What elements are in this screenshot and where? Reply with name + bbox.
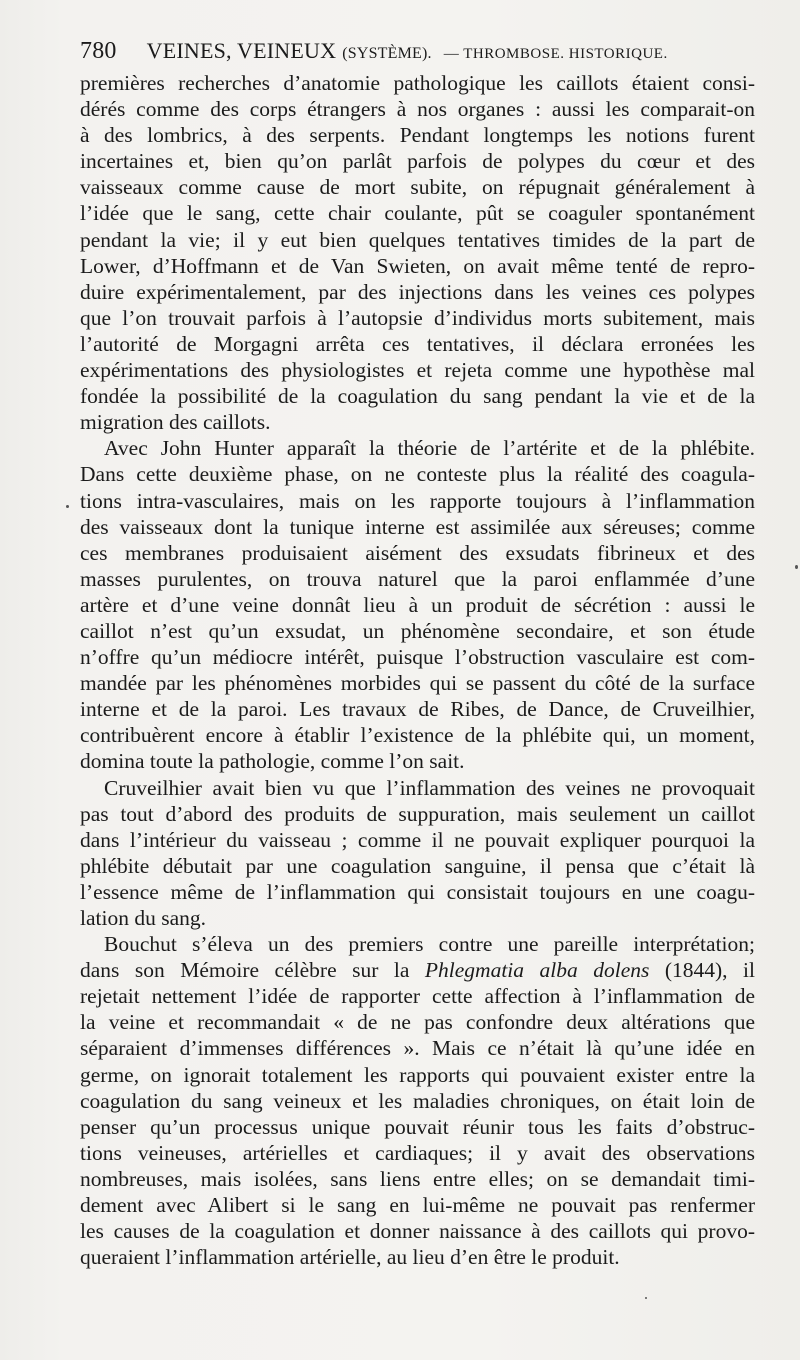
italic-title: Phlegmatia alba dolens — [424, 958, 650, 983]
text-line: mandée par les phénomènes morbides qui se passent du côté de la surface — [80, 671, 755, 696]
text-line: nombreuses, mais isolées, sans liens entre elles; on se demandait timi- — [80, 1166, 755, 1191]
running-title: VEINES, VEINEUX — [146, 38, 337, 63]
text-line: séparaient d’immenses différences ». Mais ce n’était là qu’une idée en — [80, 1036, 755, 1061]
paragraph — [80, 775, 755, 932]
text-line: dans son Mémoire célèbre sur la Phlegmatia alba dolens (1844), il — [80, 958, 755, 983]
text-line: artère et d’une veine donnât lieu à un produit de sécrétion : aussi le — [80, 592, 755, 617]
text-line: premières recherches d’anatomie pathologique les caillots étaient consi- — [80, 71, 755, 95]
text-line: incertaines et, bien qu’on parlât parfois de polypes du cœur et des — [80, 149, 755, 174]
text-line: l’autorité de Morgagni arrêta ces tentatives, il déclara erronées les — [80, 331, 755, 356]
text-line: dement avec Alibert si le sang en lui-même ne pouvait pas renfermer — [80, 1193, 755, 1218]
text-line: la veine et recommandait « de ne pas confondre deux altérations que — [80, 1010, 755, 1035]
text-line: rejetait nettement l’idée de rapporter cette affection à l’inflammation de — [80, 984, 755, 1009]
text-line: contribuèrent encore à établir l’existence de la phlébite qui, un moment, — [80, 723, 755, 748]
print-speck — [66, 505, 69, 508]
text-line: les causes de la coagulation et donner naissance à des caillots qui provo- — [80, 1219, 755, 1244]
text-line: dérés comme des corps étrangers à nos organes : aussi les comparait-on — [80, 97, 755, 122]
page-header — [80, 38, 760, 66]
text-line: Avec John Hunter apparaît la théorie de l’artérite et de la phlébite. — [104, 436, 755, 461]
text-line: l’idée que le sang, cette chair coulante, pût se coaguler spontanément — [80, 201, 755, 226]
text-line: caillot n’est qu’un exsudat, un phénomène secondaire, et son étude — [80, 618, 755, 643]
text-line: germe, on ignorait totalement les rapports qui pouvaient exister entre la — [80, 1062, 755, 1087]
text-line: pendant la vie; il y eut bien quelques tentatives timides de la part de — [80, 227, 755, 252]
text-line: duire expérimentalement, par des injections dans les veines ces polypes — [80, 279, 755, 304]
text-line: queraient l’inflammation artérielle, au lieu d’en être le produit. — [80, 1245, 620, 1270]
text-line: vaisseaux comme cause de mort subite, on répugnait généralement à — [80, 175, 755, 200]
print-speck — [795, 565, 798, 569]
text-line: expérimentations des physiologistes et rejeta comme une hypothèse mal — [80, 358, 755, 383]
text-line: l’essence même de l’inflammation qui consistait toujours en une coagu- — [80, 879, 755, 904]
text-line: pas tout d’abord des produits de suppuration, mais seulement un caillot — [80, 801, 755, 826]
running-title-paren: (SYSTÈME). — [342, 45, 432, 62]
text-line: migration des caillots. — [80, 410, 271, 435]
text-line: à des lombrics, à des serpents. Pendant longtemps les notions furent — [80, 123, 755, 148]
paragraph — [80, 931, 755, 1270]
text-line: phlébite débutait par une coagulation sanguine, il pensa que c’était là — [80, 853, 755, 878]
running-title-rest: — THROMBOSE. HISTORIQUE. — [443, 46, 668, 62]
text-line: penser qu’un processus unique pouvait réunir tous les faits d’obstruc- — [80, 1114, 755, 1139]
text-line: masses purulentes, on trouva naturel que la paroi enflammée d’une — [80, 566, 755, 591]
text-line: tions veineuses, artérielles et cardiaques; il y avait des observations — [80, 1140, 755, 1165]
page-number: 780 — [80, 38, 117, 64]
body-text — [80, 70, 755, 1270]
text-line: lation du sang. — [80, 906, 206, 930]
paragraph — [80, 435, 755, 774]
text-line: ces membranes produisaient aisément des exsudats fibrineux et des — [80, 540, 755, 565]
text-line: interne et de la paroi. Les travaux de Ribes, de Dance, de Cruveilhier, — [80, 697, 755, 722]
print-speck — [645, 1297, 647, 1299]
text-line: Bouchut s’éleva un des premiers contre une pareille interprétation; — [104, 932, 755, 957]
text-line: dans l’intérieur du vaisseau ; comme il ne pouvait expliquer pourquoi la — [80, 827, 755, 852]
text-line: Lower, d’Hoffmann et de Van Swieten, on avait même tenté de repro- — [80, 253, 755, 278]
text-line: tions intra-vasculaires, mais on les rapporte toujours à l’inflammation — [80, 488, 755, 513]
paragraph — [80, 70, 755, 435]
running-head — [147, 38, 668, 64]
text-line: Dans cette deuxième phase, on ne conteste plus la réalité des coagula- — [80, 462, 755, 487]
text-line: que l’on trouvait parfois à l’autopsie d’individus morts subitement, mais — [80, 305, 755, 330]
text-line: Cruveilhier avait bien vu que l’inflammation des veines ne provoquait — [104, 775, 755, 800]
text-line: des vaisseaux dont la tunique interne est assimilée aux séreuses; comme — [80, 514, 755, 539]
text-line: domina toute la pathologie, comme l’on sait. — [80, 749, 465, 774]
text-line: fondée la possibilité de la coagulation du sang pendant la vie et de la — [80, 384, 755, 409]
text-line: n’offre qu’un médiocre intérêt, puisque l’obstruction vasculaire est com- — [80, 645, 755, 670]
text-line: coagulation du sang veineux et les maladies chroniques, on était loin de — [80, 1088, 755, 1113]
